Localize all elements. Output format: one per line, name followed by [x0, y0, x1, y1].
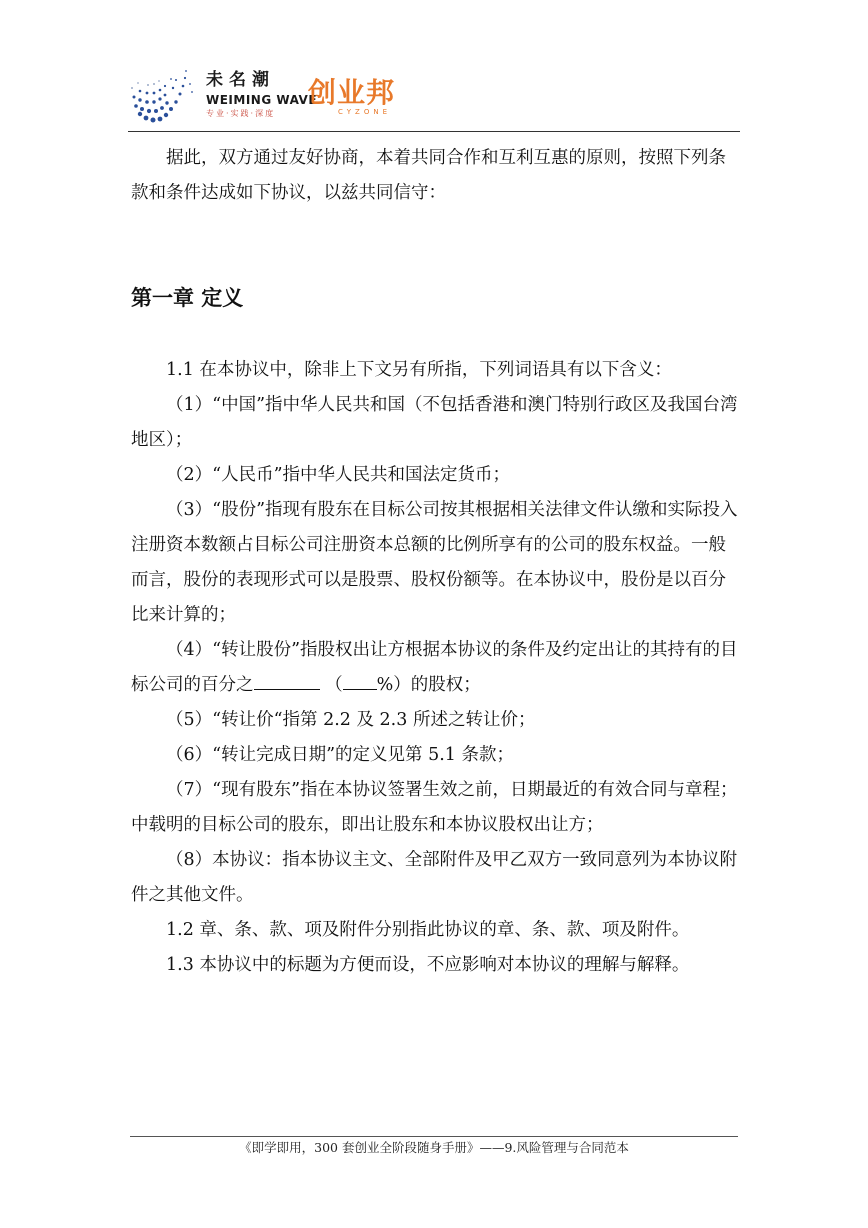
blank-percent-words: [254, 669, 320, 690]
blank-percent-number: [343, 669, 377, 690]
definition-8: （8）本协议：指本协议主文、全部附件及甲乙双方一致同意列为本协议附件之其他文件。: [131, 850, 738, 905]
definition-4-paren: （: [325, 675, 343, 695]
definition-7: （7）“现有股东”指在本协议签署生效之前，日期最近的有效合同与章程；中载明的目标公司的股东，即出让股东和本协议股权出让方；: [131, 780, 738, 835]
definition-5: （5）“转让价“指第 2.2 及 2.3 所述之转让价；: [166, 710, 536, 730]
definition-2: （2）“人民币”指中华人民共和国法定货币；: [166, 465, 511, 485]
swirl-dots-logo-icon: [128, 64, 200, 128]
cyzone-chinese-name: 创业邦: [308, 76, 396, 109]
cyzone-logo: [308, 78, 395, 116]
definition-3: （3）“股份”指现有股东在目标公司按其根据相关法律文件认缴和实际投入注册资本数额占目标公司注册资本总额的比例所享有的公司的股东权益。一般而言，股份的表现形式可以是股票、股权份额等。在本协议中，股份是以百分比来计算的；: [131, 500, 738, 625]
logo-english-name: WEIMING WAVE: [206, 93, 318, 107]
logo-chinese-name: 未名潮: [206, 70, 275, 90]
page-footer: 《即学即用，300 套创业全阶段随身手册》——9.风险管理与合同范本: [239, 1140, 629, 1155]
weiming-wave-logo: [206, 70, 317, 119]
cyzone-english-name: CYZONE: [338, 108, 392, 116]
header-divider: [128, 131, 740, 132]
definition-6: （6）“转让完成日期”的定义见第 5.1 条款；: [166, 745, 514, 765]
definition-4-text: （4）“转让股份”指股权出让方根据本协议的条件及约定出让的其持有的目标公司的百分之: [131, 640, 738, 695]
clause-1-2: 1.2 章、条、款、项及附件分别指此协议的章、条、款、项及附件。: [166, 920, 690, 940]
intro-paragraph: 据此，双方通过友好协商，本着共同合作和互利互惠的原则，按照下列条款和条件达成如下协议，以兹共同信守：: [131, 148, 726, 203]
definition-4-end: %）的股权；: [376, 675, 481, 695]
definition-4: [131, 633, 739, 703]
chapter-title: 第一章 定义: [131, 286, 244, 310]
definition-1: （1）“中国”指中华人民共和国（不包括香港和澳门特别行政区及我国台湾地区）；: [131, 395, 738, 450]
clause-1-1: 1.1 在本协议中，除非上下文另有所指，下列词语具有以下含义：: [166, 360, 672, 380]
document-body: [131, 141, 739, 983]
clause-1-3: 1.3 本协议中的标题为方便而设，不应影响对本协议的理解与解释。: [166, 955, 690, 975]
page-header: [128, 60, 740, 132]
footer-divider: [130, 1136, 738, 1137]
logo-slogan: 专业·实践·深度: [206, 109, 276, 118]
